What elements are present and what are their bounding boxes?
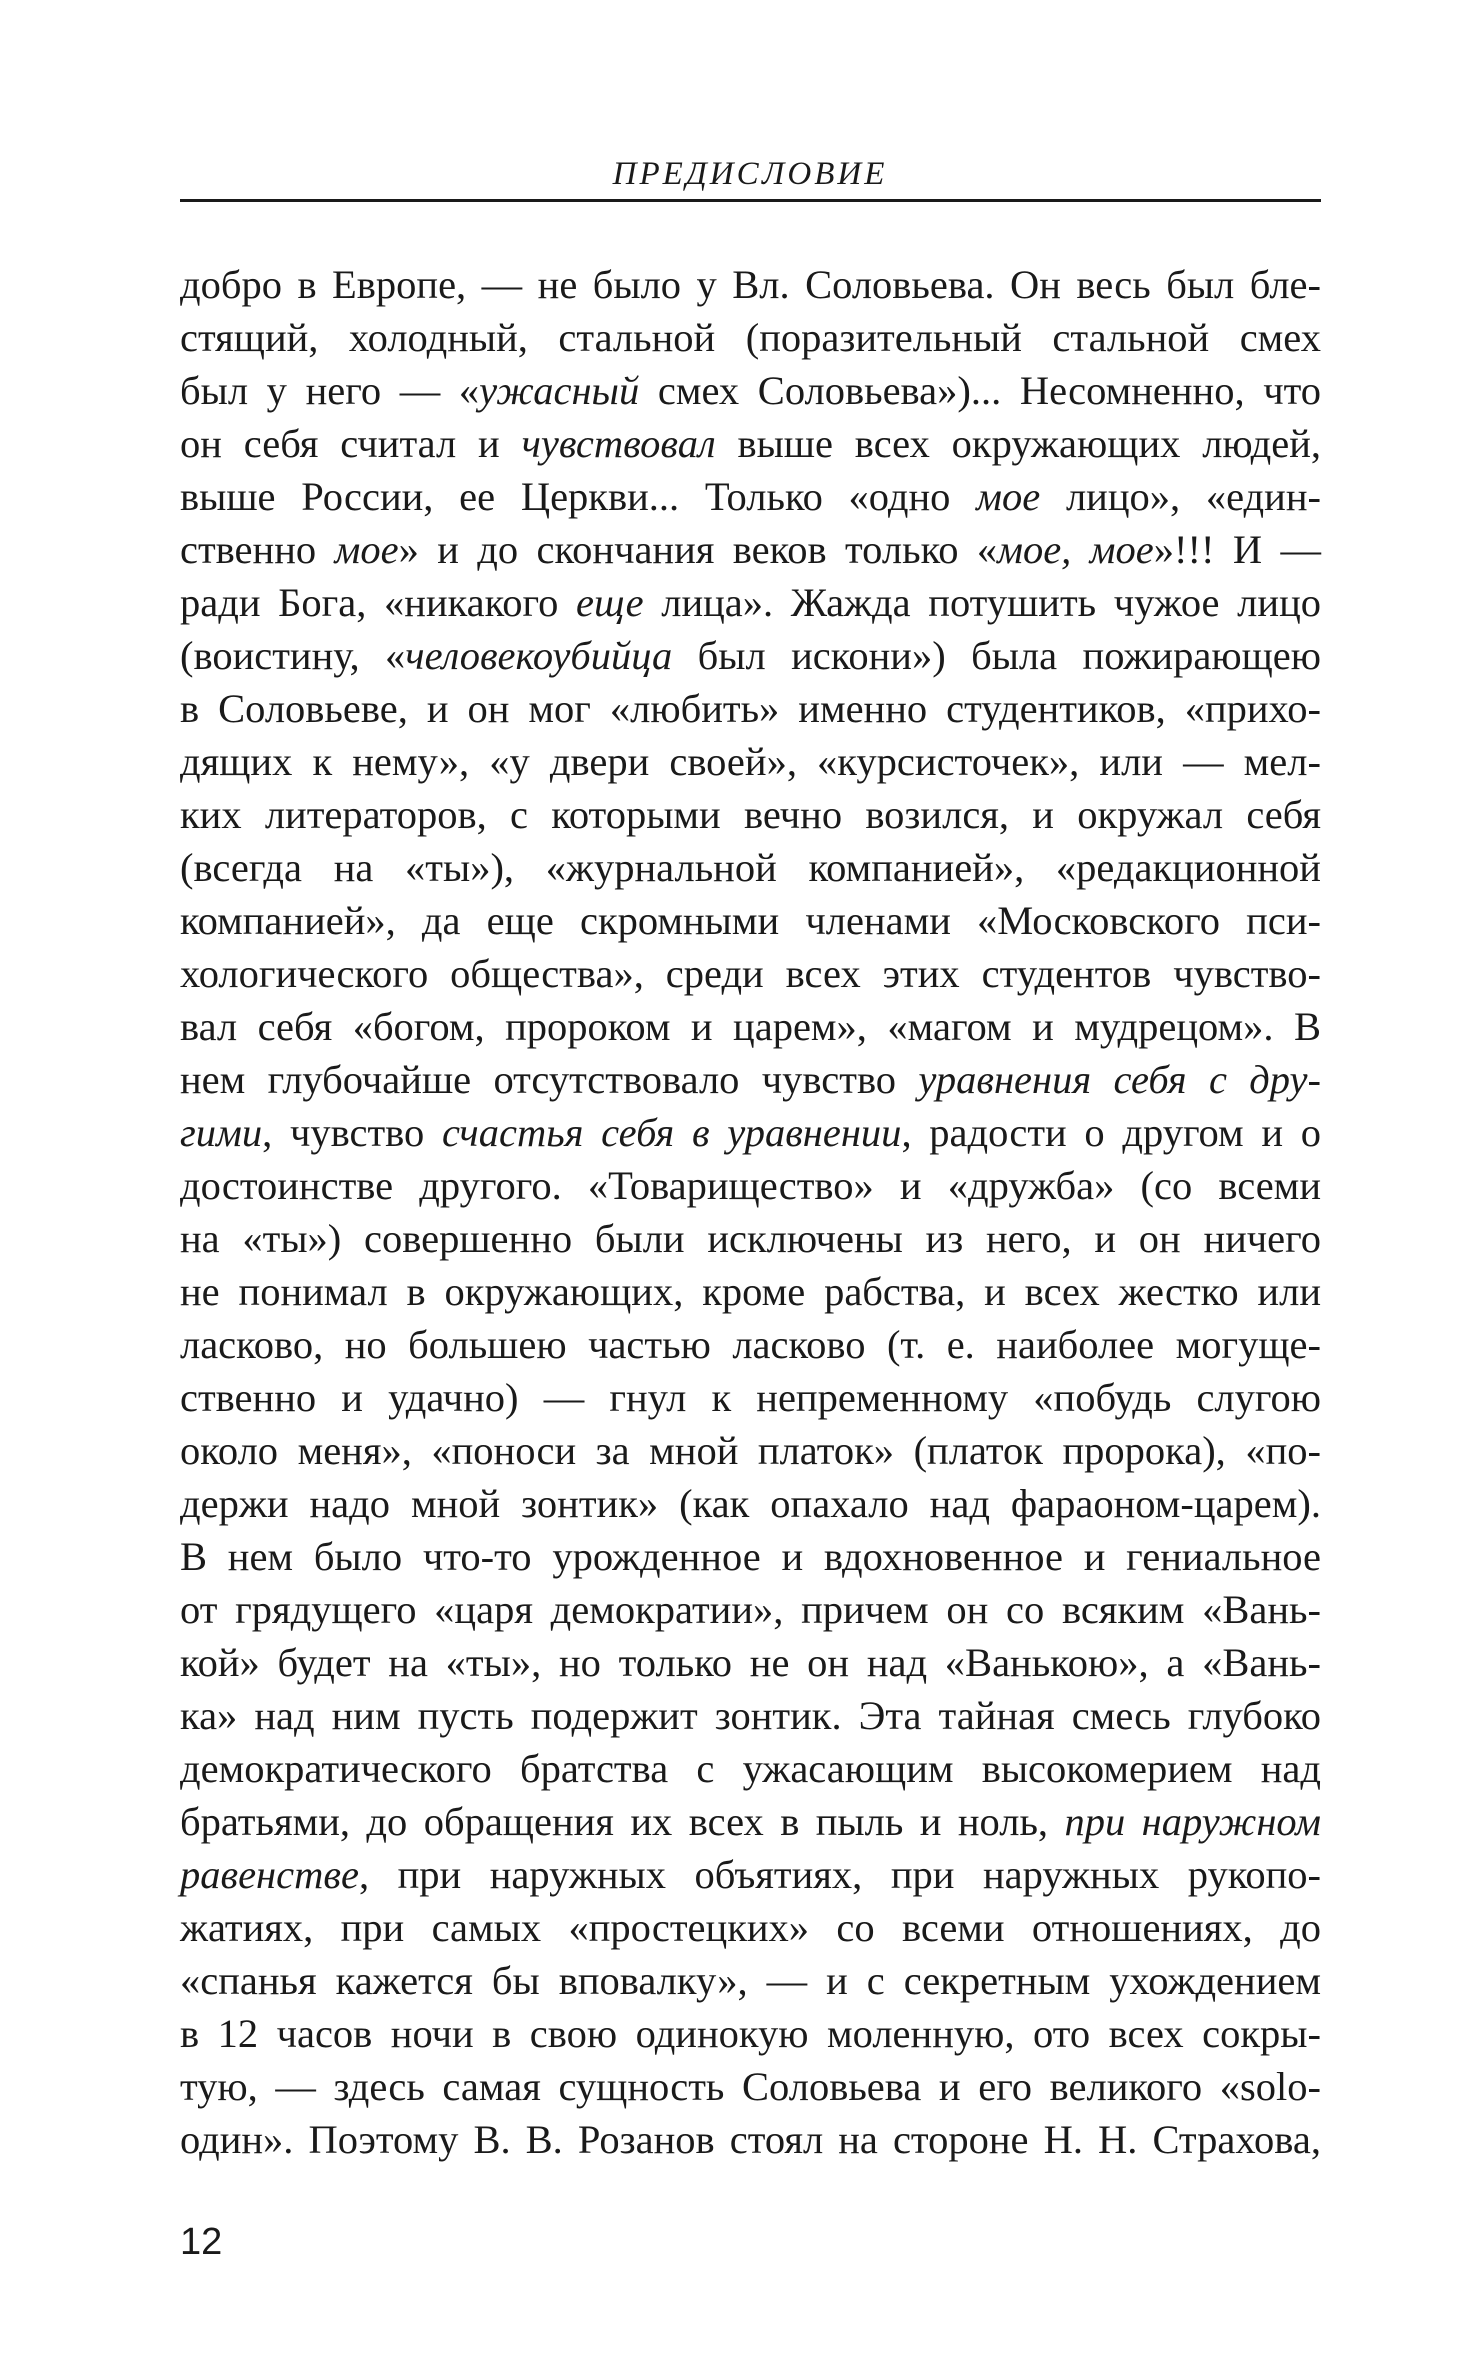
text-line (180, 2113, 1321, 2166)
text-run: дящих к нему», «у двери своей», «курсисточек», или — мел- (180, 739, 1321, 784)
text-run: лицо», «един- (1040, 474, 1321, 519)
text-line (180, 1795, 1321, 1848)
italic-emphasis: еще (576, 580, 644, 625)
italic-emphasis: равенстве (180, 1852, 359, 1897)
text-line (180, 629, 1321, 682)
text-run: В нем было что-то урожденное и вдохновенное и гениальное (180, 1534, 1321, 1579)
text-line (180, 1371, 1321, 1424)
text-line (180, 1742, 1321, 1795)
body-text (180, 258, 1321, 2166)
text-run: , чувство (262, 1110, 442, 1155)
text-line (180, 2060, 1321, 2113)
text-line (180, 1318, 1321, 1371)
text-run: , радости о другом и о (901, 1110, 1321, 1155)
text-line (180, 1000, 1321, 1053)
text-run: добро в Европе, — не было у Вл. Соловьева. Он весь был бле- (180, 262, 1321, 307)
italic-emphasis: чувствовал (521, 421, 716, 466)
text-run: »!!! И — (1153, 527, 1321, 572)
italic-emphasis: при наружном (1064, 1799, 1321, 1844)
text-run: кой» будет на «ты», но только не он над «Ванькою», а «Вань- (180, 1640, 1321, 1685)
text-run: ственно (180, 527, 335, 572)
text-line (180, 1848, 1321, 1901)
text-run: ких литераторов, с которыми вечно возился, и окружал себя (180, 792, 1321, 837)
text-line (180, 311, 1321, 364)
text-run: жатиях, при самых «простецких» со всеми отношениях, до (180, 1905, 1321, 1950)
text-line (180, 258, 1321, 311)
text-line (180, 788, 1321, 841)
text-line (180, 1583, 1321, 1636)
text-line (180, 894, 1321, 947)
text-line (180, 1106, 1321, 1159)
text-run: выше России, ее Церкви... Только «одно (180, 474, 977, 519)
text-run: вал себя «богом, пророком и царем», «магом и мудрецом». В (180, 1004, 1321, 1049)
text-line (180, 682, 1321, 735)
text-run: «спанья кажется бы вповалку», — и с секретным ухождением (180, 1958, 1321, 2003)
text-line (180, 1424, 1321, 1477)
text-run: в Соловьеве, и он мог «любить» именно студентиков, «прихо- (180, 686, 1321, 731)
text-line (180, 1477, 1321, 1530)
text-run: достоинстве другого. «Товарищество» и «дружба» (со всеми (180, 1163, 1321, 1208)
text-run: нем глубочайше отсутствовало чувство (180, 1057, 919, 1102)
text-line (180, 1530, 1321, 1583)
text-run: демократического братства с ужасающим высокомерием над (180, 1746, 1321, 1791)
text-line (180, 576, 1321, 629)
text-line (180, 1265, 1321, 1318)
text-run: стящий, холодный, стальной (поразительный стальной смех (180, 315, 1321, 360)
text-run: тую, — здесь самая сущность Соловьева и его великого «solo- (180, 2064, 1321, 2109)
text-run: ка» над ним пусть подержит зонтик. Эта тайная смесь глубоко (180, 1693, 1321, 1738)
text-run: он себя считал и (180, 421, 522, 466)
text-run: в 12 часов ночи в свою одинокую моленную, ото всех сокры- (180, 2011, 1321, 2056)
text-line (180, 364, 1321, 417)
text-line (180, 523, 1321, 576)
text-line (180, 1159, 1321, 1212)
text-run: лица». Жажда потушить чужое лицо (643, 580, 1321, 625)
text-line (180, 417, 1321, 470)
text-run: от грядущего «царя демократии», причем он со всяким «Вань- (180, 1587, 1321, 1632)
text-run: , при наружных объятиях, при наружных рукопо- (358, 1852, 1321, 1897)
text-line (180, 2007, 1321, 2060)
text-run: (всегда на «ты»), «журнальной компанией», «редакционной (180, 845, 1321, 890)
text-run: на «ты») совершенно были исключены из него, и он ничего (180, 1216, 1321, 1261)
text-line (180, 947, 1321, 1000)
text-run: компанией», да еще скромными членами «Московского пси- (180, 898, 1321, 943)
page-number: 12 (180, 2221, 223, 2263)
text-line (180, 1636, 1321, 1689)
text-run: » и до скончания веков только « (398, 527, 998, 572)
text-line (180, 470, 1321, 523)
text-run: хологического общества», среди всех этих студентов чувство- (180, 951, 1321, 996)
text-run: был искони») была пожирающею (672, 633, 1321, 678)
text-line (180, 1901, 1321, 1954)
italic-emphasis: мое, мое (997, 527, 1154, 572)
text-run: смех Соловьева»)... Несомненно, что (639, 368, 1321, 413)
italic-emphasis: мое (976, 474, 1041, 519)
header-rule (180, 199, 1321, 202)
text-run: (воистину, « (180, 633, 406, 678)
text-line (180, 1689, 1321, 1742)
text-run: около меня», «поноси за мной платок» (платок пророка), «по- (180, 1428, 1321, 1473)
text-line (180, 1053, 1321, 1106)
text-run: держи надо мной зонтик» (как опахало над фараоном-царем). (180, 1481, 1321, 1526)
italic-emphasis: ужасный (479, 368, 640, 413)
italic-emphasis: уравнения себя с дру- (918, 1057, 1321, 1102)
text-run: не понимал в окружающих, кроме рабства, и всех жестко или (180, 1269, 1321, 1314)
italic-emphasis: счастья себя в уравнении (441, 1110, 902, 1155)
text-run: ственно и удачно) — гнул к непременному «побудь слугою (180, 1375, 1321, 1420)
text-run: один». Поэтому В. В. Розанов стоял на стороне Н. Н. Страхова, (180, 2117, 1321, 2162)
italic-emphasis: гими (180, 1110, 263, 1155)
text-line (180, 841, 1321, 894)
italic-emphasis: мое (334, 527, 399, 572)
running-head: ПРЕДИСЛОВИЕ (612, 156, 888, 192)
text-line (180, 1212, 1321, 1265)
text-run: выше всех окружающих людей, (715, 421, 1321, 466)
italic-emphasis: человекоубийца (405, 633, 673, 678)
text-run: ласково, но большею частью ласково (т. е. наиболее могуще- (180, 1322, 1321, 1367)
text-line (180, 1954, 1321, 2007)
text-run: братьями, до обращения их всех в пыль и ноль, (180, 1799, 1065, 1844)
text-run: был у него — « (180, 368, 480, 413)
text-run: ради Бога, «никакого (180, 580, 577, 625)
text-line (180, 735, 1321, 788)
